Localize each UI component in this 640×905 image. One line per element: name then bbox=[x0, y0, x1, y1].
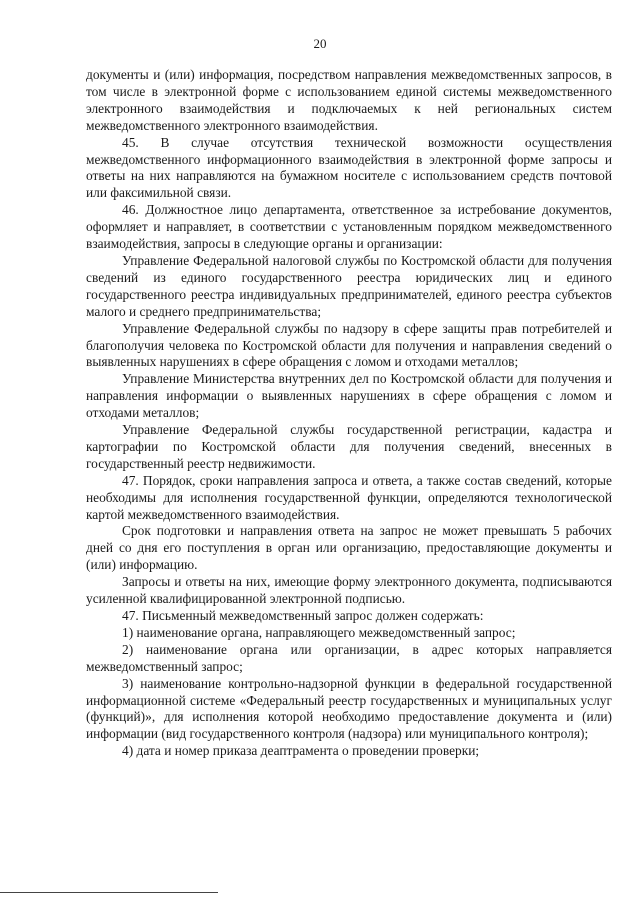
paragraph-47-order: 47. Порядок, сроки направления запроса и ответа, а также состав сведений, которые необходимы для исполнения государственной функции, определяются технологической картой межведомственного взаимодействия. bbox=[86, 472, 612, 522]
paragraph-electronic-signature: Запросы и ответы на них, имеющие форму электронного документа, подписываются усиленной квалифицированной электронной подписью. bbox=[86, 574, 612, 607]
paragraph-rospotrebnadzor: Управление Федеральной службы по надзору в сфере защиты прав потребителей и благополучия человека по Костромской области для получения и направления сведений о выявленных нарушениях в сфере обращения с ломом и отходами металлов; bbox=[86, 320, 612, 370]
footnote-divider bbox=[0, 892, 218, 893]
list-item-3: 3) наименование контрольно-надзорной функции в федеральной государственной информационной системе «Федеральный реестр государственных и муниципальных услуг (функций)», для исполнения которой необходимо предоставление документа и (или) информации (вид государственного контроля (надзора) или муниципального контроля); bbox=[86, 675, 612, 742]
page-number: 20 bbox=[313, 36, 327, 51]
paragraph-46: 46. Должностное лицо департамента, ответственное за истребование документов, оформляет и направляет, в соответствии с установленным порядком межведомственного взаимодействия, запросы в следующие органы и организации: bbox=[86, 202, 612, 252]
list-item-4: 4) дата и номер приказа деаптрамента о проведении проверки; bbox=[122, 743, 480, 759]
paragraph-mvd: Управление Министерства внутренних дел по Костромской области для получения и направления информации о выявленных нарушениях в сфере обращения с ломом и отходами металлов; bbox=[86, 371, 612, 421]
list-item-2: 2) наименование органа или организации, в адрес которых направляется межведомственный запрос; bbox=[86, 641, 612, 674]
document-body bbox=[86, 67, 612, 760]
paragraph-45: 45. В случае отсутствия технической возможности осуществления межведомственного информационного взаимодействия в электронной форме запросы и ответы на них направляются на бумажном носителе с использованием средств почтовой или факсимильной связи. bbox=[86, 134, 612, 201]
paragraph-fns: Управление Федеральной налоговой службы по Костромской области для получения сведений из единого государственного реестра юридических лиц и единого государственного реестра индивидуальных предпринимателей, единого реестра субъектов малого и среднего предпринимательства; bbox=[86, 252, 612, 319]
list-item-1: 1) наименование органа, направляющего межведомственный запрос; bbox=[122, 624, 516, 640]
paragraph-continuation: документы и (или) информация, посредством направления межведомственных запросов, в том числе в электронной форме с использованием единой системы межведомственного электронного взаимодействия и подключаемых к ней региональных систем межведомственного электронного взаимодействия. bbox=[86, 67, 612, 133]
paragraph-47-request-contents: 47. Письменный межведомственный запрос должен содержать: bbox=[122, 608, 484, 623]
paragraph-rosreestr: Управление Федеральной службы государственной регистрации, кадастра и картографии по Костромской области для получения сведений, внесенных в государственный реестр недвижимости. bbox=[86, 422, 612, 471]
paragraph-response-deadline: Срок подготовки и направления ответа на запрос не может превышать 5 рабочих дней со дня его поступления в орган или организацию, предоставляющие документы и (или) информацию. bbox=[86, 523, 612, 573]
